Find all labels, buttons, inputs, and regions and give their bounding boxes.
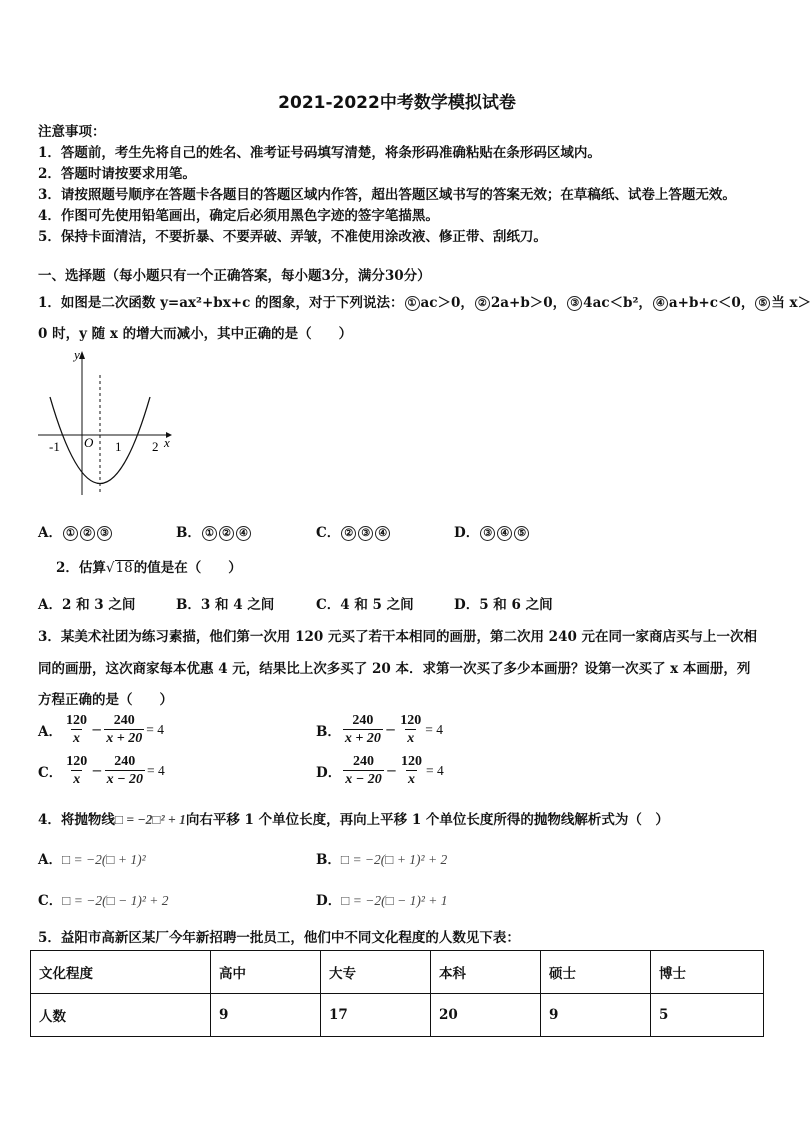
fraction: $\frac{120}{x}$ <box>65 713 87 746</box>
q3-option-b[interactable]: B． $\frac{240}{x + 20}$ − $\frac{120}{x}$ = 4 <box>316 713 443 746</box>
origin-label: O <box>84 435 94 450</box>
q2-stem: 2．估算√18的值是在（ ） <box>56 560 242 576</box>
fraction: $\frac{240}{x + 20}$ <box>106 713 143 746</box>
q3-option-c[interactable]: C． $\frac{120}{x}$ − $\frac{240}{x - 20}$ = 4 <box>38 754 165 787</box>
table-header-cell: 硕士 <box>541 951 651 994</box>
q1-option-a[interactable]: A． ① ② ③ <box>38 521 113 541</box>
fraction: $\frac{120}{x}$ <box>400 713 422 746</box>
q1-option-d[interactable]: D． ③ ④ ⑤ <box>454 521 530 541</box>
notice-item-3: 3．请按照题号顺序在答题卡各题目的答题区域内作答，超出答题区域书写的答案无效；在草稿纸、试卷上答题无效。 <box>38 187 736 203</box>
circled-1: ① <box>405 296 420 311</box>
q4-option-a[interactable]: A．□ = −2(□ + 1)² <box>38 852 146 868</box>
sqrt-icon: √ <box>105 560 115 576</box>
table-row <box>31 994 764 1037</box>
q3-stem-line3: 方程正确的是（ ） <box>38 692 173 708</box>
q4-option-b[interactable]: B．□ = −2(□ + 1)² + 2 <box>316 852 448 868</box>
fraction: $\frac{240}{x - 20}$ <box>106 754 144 787</box>
notice-heading: 注意事项： <box>38 124 106 140</box>
y-label: y <box>74 347 80 362</box>
q2-option-c[interactable]: C．4 和 5 之间 <box>316 597 414 613</box>
circled-5: ⑤ <box>755 296 770 311</box>
q4-stem: 4．将抛物线□ = −2□² + 1向右平移 1 个单位长度，再向上平移 1 个单位长度所得的抛物线解析式为（ ） <box>38 812 669 828</box>
fraction: $\frac{120}{x}$ <box>401 754 423 787</box>
q1-stem-line2: 0 时，y 随 x 的增大而减小，其中正确的是（ ） <box>38 326 353 342</box>
q3-option-d[interactable]: D． $\frac{240}{x - 20}$ − $\frac{120}{x}$ = 4 <box>316 754 444 787</box>
notice-item-4: 4．作图可先使用铅笔画出，确定后必须用黑色字迹的签字笔描黑。 <box>38 208 439 224</box>
tick-label-2: 2 <box>152 439 159 454</box>
y-axis-arrow-icon <box>79 351 85 359</box>
table-cell: 9 <box>211 994 321 1037</box>
circled-2: ② <box>475 296 490 311</box>
table-header-row <box>31 951 764 994</box>
notice-item-2: 2．答题时请按要求用笔。 <box>38 166 196 182</box>
q4-option-d[interactable]: D．□ = −2(□ − 1)² + 1 <box>316 893 448 909</box>
table-header-cell: 本科 <box>431 951 541 994</box>
page-title: 2021-2022中考数学模拟试卷 <box>278 93 516 113</box>
table-header-cell: 博士 <box>651 951 764 994</box>
table-header-cell: 文化程度 <box>31 951 211 994</box>
tick-label-neg1: -1 <box>49 439 60 454</box>
table-cell: 9 <box>541 994 651 1037</box>
table-cell: 20 <box>431 994 541 1037</box>
table-header-cell: 大专 <box>321 951 431 994</box>
notice-item-5: 5．保持卡面清洁，不要折暴、不要弄破、弄皱，不准使用涂改液、修正带、刮纸刀。 <box>38 229 547 245</box>
fraction: $\frac{240}{x - 20}$ <box>345 754 382 787</box>
education-table <box>30 950 764 1037</box>
q2-option-a[interactable]: A．2 和 3 之间 <box>38 597 136 613</box>
q3-stem-line2: 同的画册，这次商家每本优惠 4 元，结果比上次多买了 20 本．求第一次买了多少本画册？设第一次买了 x 本画册，列 <box>38 661 751 677</box>
fraction: $\frac{120}{x}$ <box>66 754 88 787</box>
notice-item-1: 1．答题前，考生先将自己的姓名、准考证号码填写清楚，将条形码准确粘贴在条形码区域内。 <box>38 145 601 161</box>
sqrt-radicand: 18 <box>115 560 133 576</box>
circled-3: ③ <box>567 296 582 311</box>
parabola-graph <box>36 345 176 505</box>
q1-option-b[interactable]: B． ① ② ④ <box>176 521 252 541</box>
q4-expression: □ = −2□² + 1 <box>114 812 186 827</box>
x-label: x <box>164 435 170 450</box>
section-heading: 一、选择题（每小题只有一个正确答案，每小题3分，满分30分） <box>38 268 431 284</box>
q1-stem-line1: 1．如图是二次函数 y=ax²+bx+c 的图象，对于下列说法： ① ac＞0， ② 2a+b＞0， ③ 4ac＜b²， ④ a+b+c＜0， ⑤ 当 x＞ <box>38 295 811 311</box>
table-cell: 5 <box>651 994 764 1037</box>
q2-option-d[interactable]: D．5 和 6 之间 <box>454 597 553 613</box>
q2-option-b[interactable]: B．3 和 4 之间 <box>176 597 275 613</box>
tick-label-1: 1 <box>115 439 122 454</box>
q3-option-a[interactable]: A． $\frac{120}{x}$ − $\frac{240}{x + 20}$ = 4 <box>38 713 165 746</box>
parabola-curve <box>50 397 150 484</box>
table-header-cell: 高中 <box>211 951 321 994</box>
table-cell: 人数 <box>31 994 211 1037</box>
q4-option-c[interactable]: C．□ = −2(□ − 1)² + 2 <box>38 893 169 909</box>
table-cell: 17 <box>321 994 431 1037</box>
q1-option-c[interactable]: C． ② ③ ④ <box>316 521 391 541</box>
circled-4: ④ <box>653 296 668 311</box>
q3-stem-line1: 3．某美术社团为练习素描，他们第一次用 120 元买了若干本相同的画册，第二次用 240 元在同一家商店买与上一次相 <box>38 629 758 645</box>
q5-stem: 5．益阳市高新区某厂今年新招聘一批员工，他们中不同文化程度的人数见下表： <box>38 930 520 946</box>
fraction: $\frac{240}{x + 20}$ <box>344 713 381 746</box>
